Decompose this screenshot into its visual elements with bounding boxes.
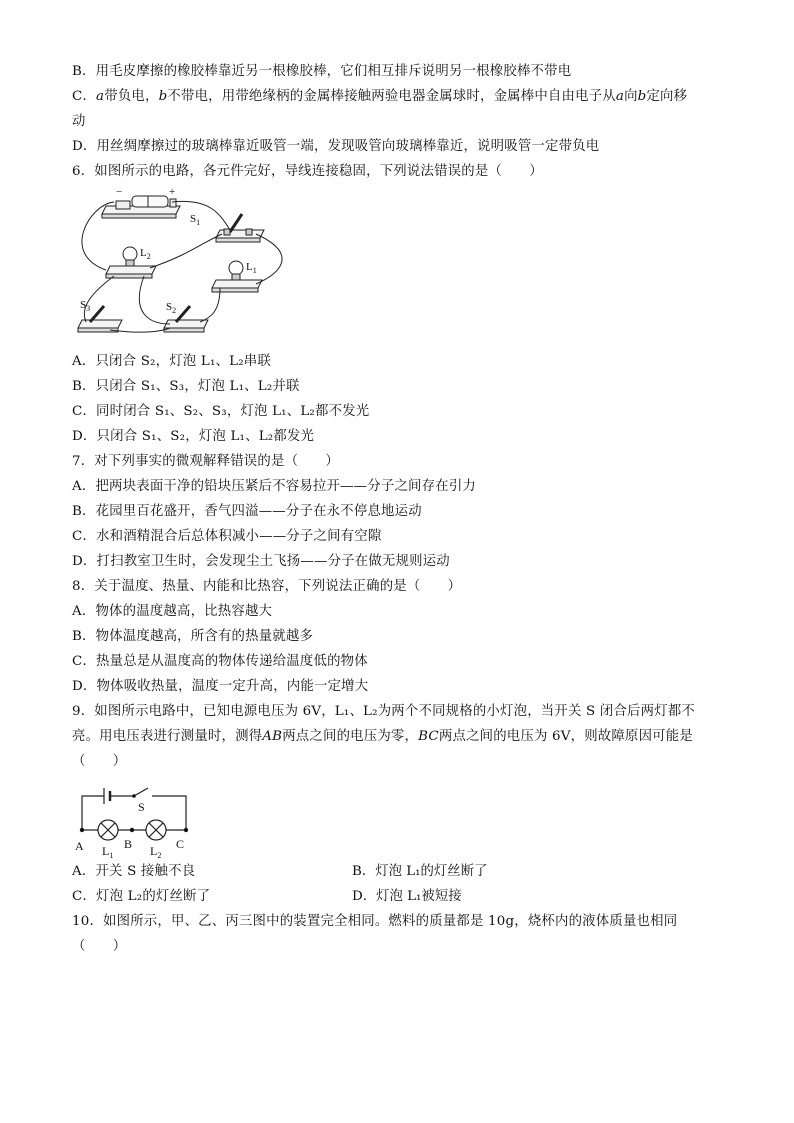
q9-stem-line3: （ ）: [72, 754, 127, 769]
q5-c-text2: 不带电，用带绝缘柄的金属棒接触两验电器金属球时，金属棒中自由电子从: [167, 89, 616, 104]
q8-option-d: D．物体吸收热量，温度一定升高，内能一定增大: [72, 679, 369, 694]
q9-stem-line2: [72, 727, 693, 747]
battery-minus-label: −: [116, 186, 123, 198]
q9-option-a: A．开关 S 接触不良: [72, 864, 196, 879]
q8-stem: 8．关于温度、热量、内能和比热容，下列说法正确的是（ ）: [72, 579, 462, 594]
q9-stem-text-b: 两点之间的电压为零，: [282, 729, 419, 744]
q5-c-var-a: a: [96, 89, 105, 104]
q5-option-c: [72, 87, 687, 107]
q9-circuit-figure: [72, 778, 202, 858]
q7-option-c: C．水和酒精混合后总体积减小——分子之间有空隙: [72, 529, 382, 544]
q9-point-c-label: C: [176, 837, 185, 851]
q7-stem: 7．对下列事实的微观解释错误的是（ ）: [72, 454, 339, 469]
q6-option-a: A．只闭合 S₂，灯泡 L₁、L₂串联: [72, 354, 271, 369]
q9-stem-text-c: 两点之间的电压为 6V，则故障原因可能是: [438, 729, 693, 744]
q8-option-a: A．物体的温度越高，比热容越大: [72, 604, 273, 619]
q9-var-ab: AB: [262, 729, 283, 744]
q5-option-c-continued: 动: [72, 114, 86, 129]
q5-c-text1: 带负电，: [104, 89, 159, 104]
q5-c-prefix: C．: [72, 89, 97, 104]
q9-var-bc: BC: [418, 729, 439, 744]
q6-option-b: B．只闭合 S₁、S₃，灯泡 L₁、L₂并联: [72, 379, 300, 394]
q9-point-b-label: B: [124, 837, 133, 851]
q6-option-c: C．同时闭合 S₁、S₂、S₃，灯泡 L₁、L₂都不发光: [72, 404, 370, 419]
q5-c-var-b2: b: [637, 89, 647, 104]
l2-label: $L_2$: [140, 247, 151, 261]
q7-option-b: B．花园里百花盛开，香气四溢——分子在永不停息地运动: [72, 504, 422, 519]
q9-option-b: B．灯泡 L₁的灯丝断了: [352, 864, 488, 879]
q5-option-d: D．用丝绸摩擦过的玻璃棒靠近吸管一端，发现吸管向玻璃棒靠近，说明吸管一定带负电: [72, 139, 600, 154]
q6-stem: 6．如图所示的电路，各元件完好，导线连接稳固，下列说法错误的是（ ）: [72, 164, 543, 179]
q9-l1-label: $L_1$: [102, 844, 114, 858]
q6-circuit-figure: [70, 184, 300, 344]
q9-switch-label: S: [138, 800, 145, 814]
q9-option-d: D．灯泡 L₁被短接: [352, 889, 462, 904]
q7-option-d: D．打扫教室卫生时，会发现尘土飞扬——分子在做无规则运动: [72, 554, 450, 569]
q9-point-a-label: A: [75, 839, 84, 853]
q5-c-var-a2: a: [615, 89, 625, 104]
battery-plus-label: +: [169, 186, 176, 198]
q6-option-d: D．只闭合 S₁、S₂，灯泡 L₁、L₂都发光: [72, 429, 315, 444]
q9-option-c: C．灯泡 L₂的灯丝断了: [72, 889, 211, 904]
q5-c-text4: 定向移: [646, 89, 688, 104]
s2-label: $S_2$: [166, 301, 177, 315]
q8-option-c: C．热量总是从温度高的物体传递给温度低的物体: [72, 654, 368, 669]
q7-option-a: A．把两块表面干净的铅块压紧后不容易拉开——分子之间存在引力: [72, 479, 476, 494]
q9-stem-text-a: 亮。用电压表进行测量时，测得: [72, 729, 263, 744]
q5-c-var-b: b: [158, 89, 168, 104]
q9-stem-line1: 9．如图所示电路中，已知电源电压为 6V，L₁、L₂为两个不同规格的小灯泡，当开关 S 闭合后两灯都不: [72, 704, 695, 719]
q5-option-b: B．用毛皮摩擦的橡胶棒靠近另一根橡胶棒，它们相互排斥说明另一根橡胶棒不带电: [72, 64, 572, 79]
q8-option-b: B．物体温度越高，所含有的热量就越多: [72, 629, 314, 644]
q10-answer-paren: （ ）: [72, 939, 127, 954]
l1-label: $L_1$: [246, 261, 257, 275]
q9-l2-label: $L_2$: [150, 844, 162, 858]
q5-c-text3: 向: [624, 89, 638, 104]
q10-stem: 10．如图所示，甲、乙、丙三图中的装置完全相同。燃料的质量都是 10g，烧杯内的液体质量也相同: [72, 914, 678, 929]
s1-label: $S_1$: [190, 213, 201, 227]
s3-label: $S_3$: [80, 299, 91, 313]
